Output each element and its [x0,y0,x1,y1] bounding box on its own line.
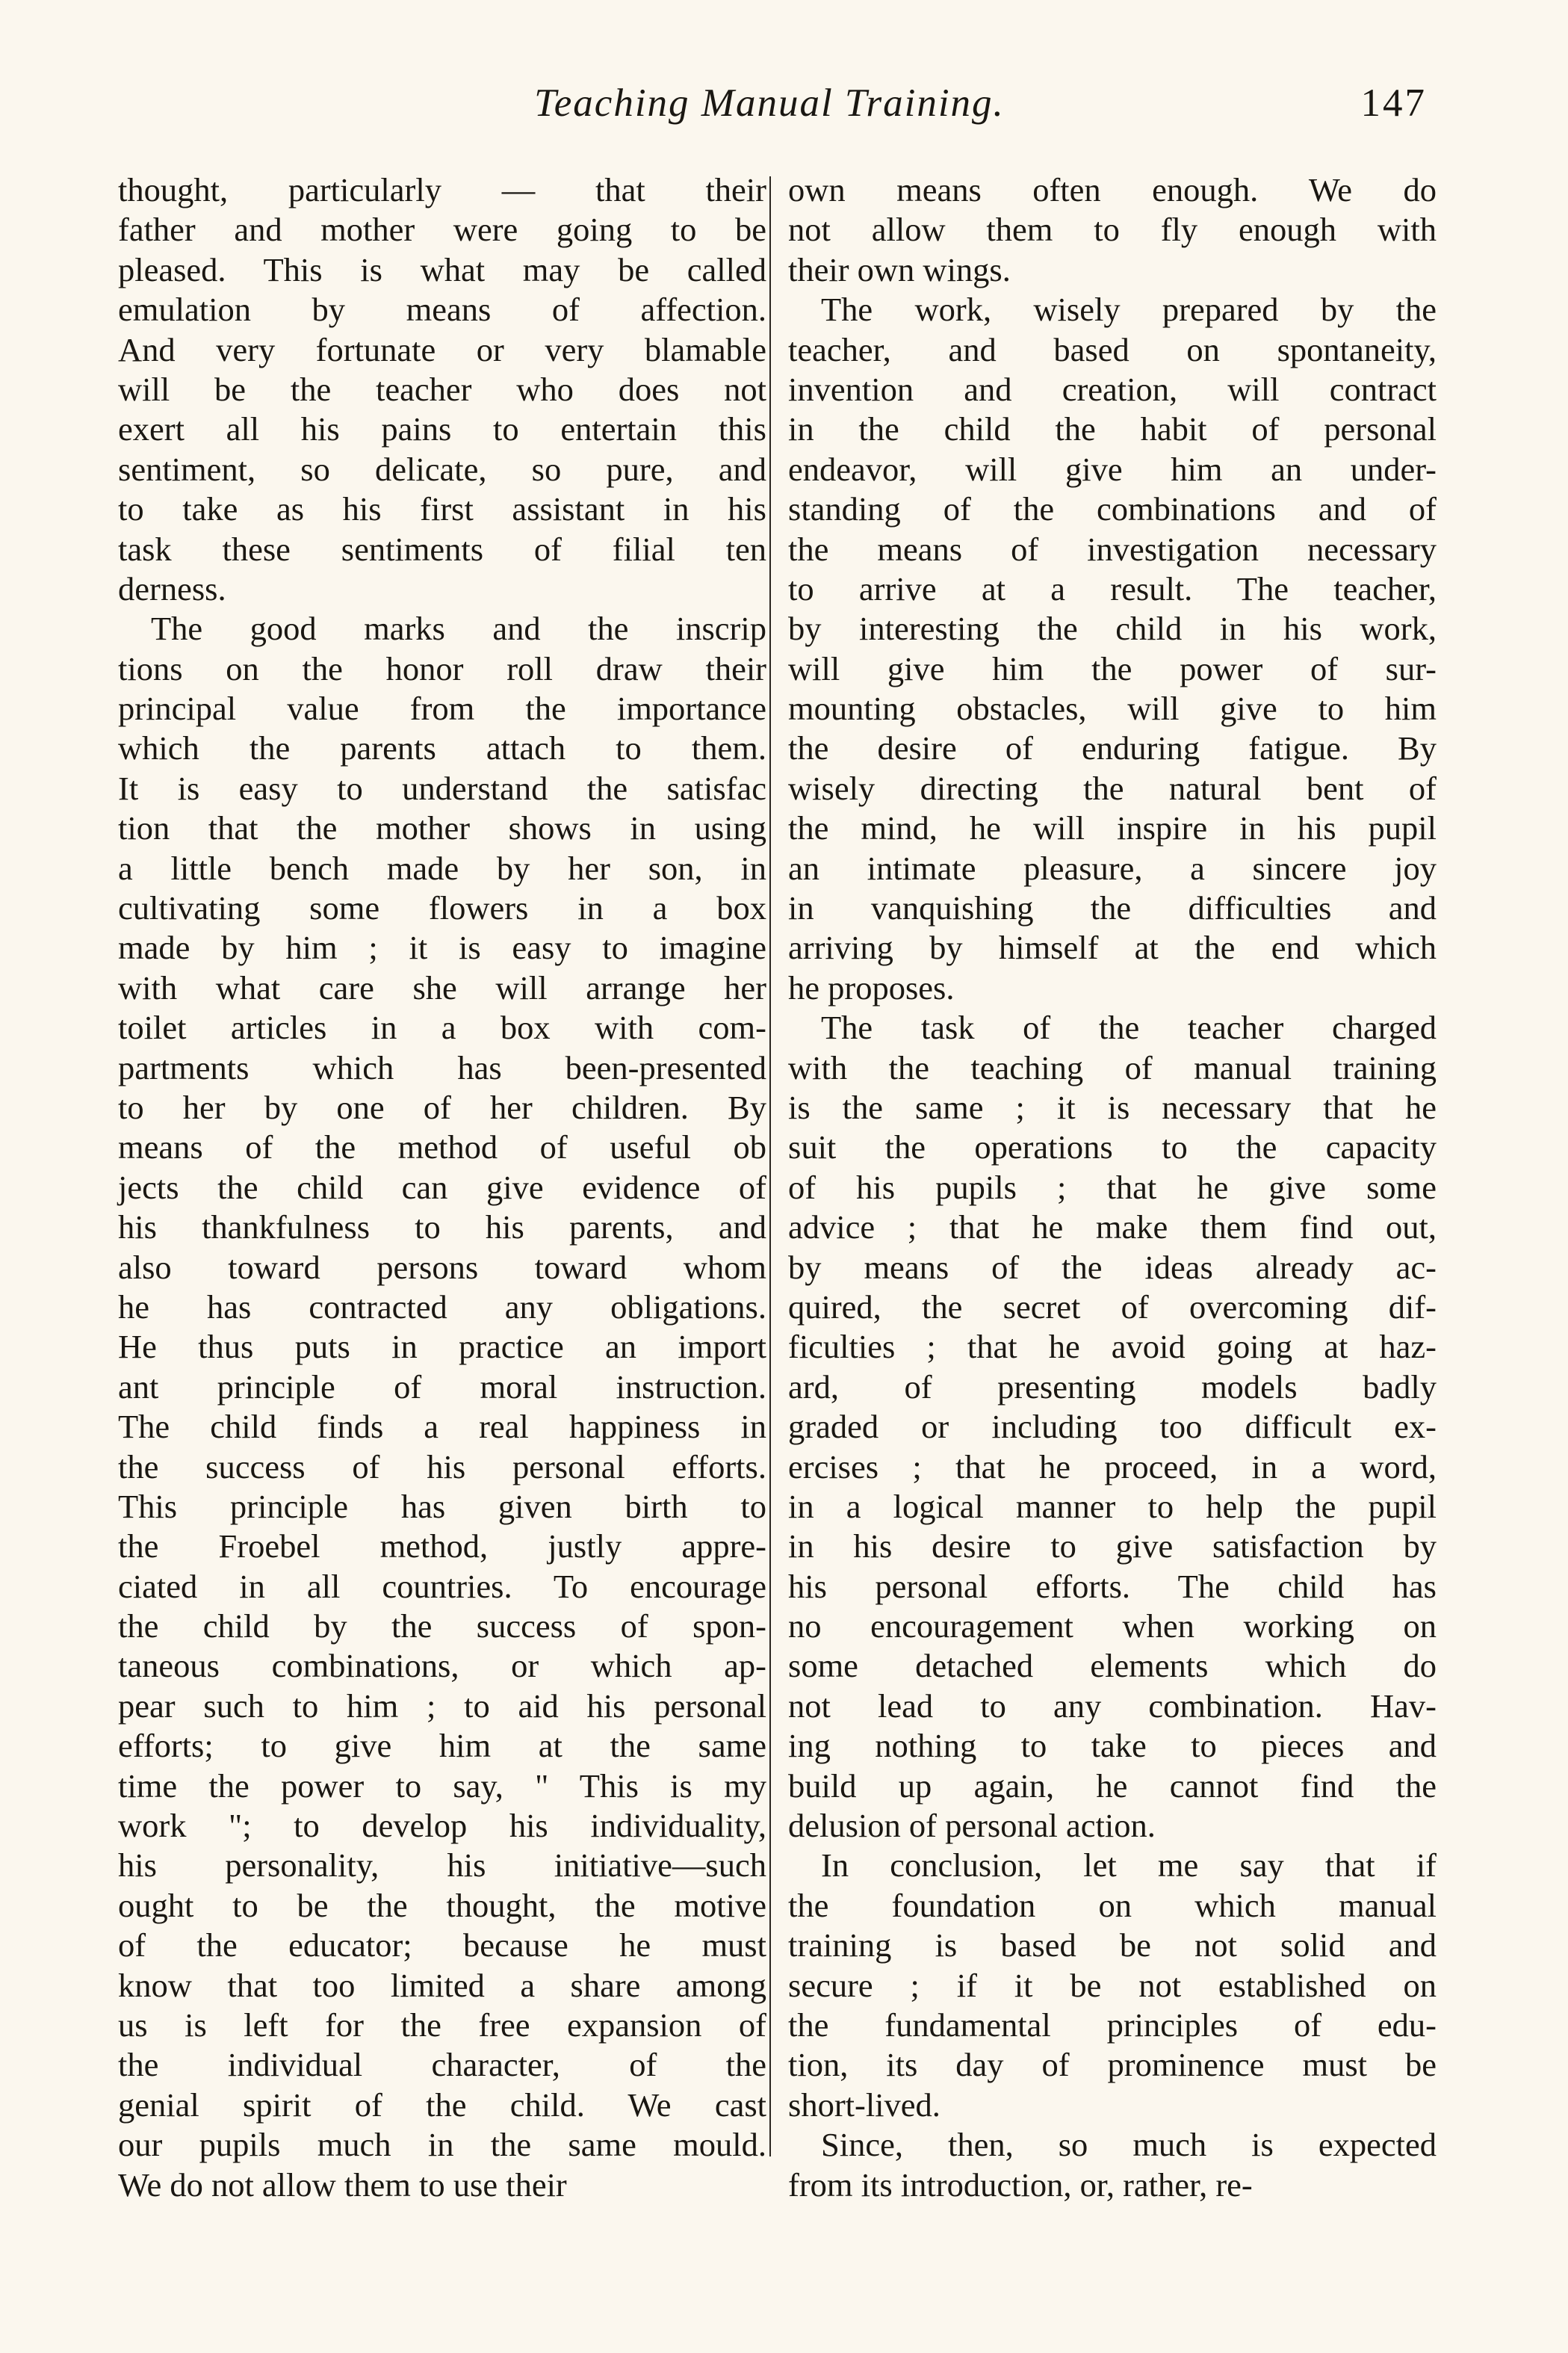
text-line: derness. [118,569,226,607]
text-line: principal value from the importance [118,690,766,728]
text-line: by interesting the child in his work, [788,610,1437,648]
text-line: his thankfulness to his parents, and [118,1208,766,1246]
text-line: the success of his personal efforts. [118,1447,766,1485]
text-line: tion, its day of prominence must be [788,2046,1437,2084]
text-line: endeavor, will give him an under- [788,450,1437,488]
text-line: of his pupils ; that he give some [788,1168,1437,1206]
text-line: of the educator; because he must [118,1926,766,1964]
column-divider [769,176,771,2156]
text-line: in a logical manner to help the pupil [788,1487,1437,1525]
text-line: will be the teacher who does not [118,370,766,408]
text-line: partments which has been-presented [118,1048,766,1086]
text-line: We do not allow them to use their [118,2165,567,2204]
text-line: not allow them to fly enough with [788,211,1437,249]
text-line: cultivating some flowers in a box [118,889,766,927]
text-line: made by him ; it is easy to imagine [118,929,766,967]
page-number: 147 [1360,81,1427,125]
text-line: The work, wisely prepared by the [821,291,1437,329]
text-line: will give him the power of sur- [788,649,1437,687]
text-line: in vanquishing the difficulties and [788,889,1437,927]
text-line: teacher, and based on spontaneity, [788,330,1437,368]
text-line: his personal efforts. The child has [788,1567,1437,1605]
text-line: ant principle of moral instruction. [118,1367,766,1406]
text-line: task these sentiments of filial ten [118,530,766,568]
text-line: ing nothing to take to pieces and [788,1727,1437,1765]
text-line: ought to be the thought, the motive [118,1886,766,1924]
text-line: secure ; if it be not established on [788,1966,1437,2004]
text-line: In conclusion, let me say that if [821,1846,1437,1884]
text-line: the fundamental principles of edu- [788,2006,1437,2044]
text-line: work "; to develop his individuality, [118,1807,766,1845]
text-line: his personality, his initiative—such [118,1846,766,1884]
running-title: Teaching Manual Training. [534,81,1005,125]
text-line: in his desire to give satisfaction by [788,1527,1437,1565]
text-line: the Froebel method, justly appre- [118,1527,766,1565]
text-line: mounting obstacles, will give to him [788,690,1437,728]
text-line: pear such to him ; to aid his personal [118,1686,766,1725]
text-line: means of the method of useful ob [118,1128,766,1166]
text-line: no encouragement when working on [788,1607,1437,1645]
text-line: emulation by means of affection. [118,291,766,329]
text-line: not lead to any combination. Hav- [788,1686,1437,1725]
text-line: jects the child can give evidence of [118,1168,766,1206]
text-line: graded or including too difficult ex- [788,1408,1437,1446]
text-line: the foundation on which manual [788,1886,1437,1924]
text-line: ciated in all countries. To encourage [118,1567,766,1605]
text-line: Since, then, so much is expected [821,2126,1437,2164]
text-line: tion that the mother shows in using [118,809,766,847]
text-line: the desire of enduring fatigue. By [788,729,1437,767]
text-line: their own wings. [788,250,1011,288]
text-line: He thus puts in practice an import [118,1328,766,1366]
text-line: suit the operations to the capacity [788,1128,1437,1166]
text-line: to arrive at a result. The teacher, [788,569,1437,607]
text-line: to her by one of her children. By [118,1088,766,1126]
text-line: toilet articles in a box with com- [118,1009,766,1047]
text-line: standing of the combinations and of [788,490,1437,528]
text-line: delusion of personal action. [788,1807,1156,1845]
text-line: thought, particularly — that their [118,171,766,208]
text-line: some detached elements which do [788,1647,1437,1685]
text-line: to take as his first assistant in his [118,490,766,528]
text-line: build up again, he cannot find the [788,1766,1437,1805]
text-line: wisely directing the natural bent of [788,769,1437,807]
text-line: advice ; that he make them find out, [788,1208,1437,1246]
text-line: with what care she will arrange her [118,968,766,1007]
text-line: the means of investigation necessary [788,530,1437,568]
text-line: This principle has given birth to [118,1487,766,1525]
text-line: from its introduction, or, rather, re- [788,2165,1253,2204]
text-line: time the power to say, " This is my [118,1766,766,1805]
right-column [788,170,1437,2205]
text-line: It is easy to understand the satisfac [118,769,766,807]
text-line: The child finds a real happiness in [118,1408,766,1446]
text-line: ficulties ; that he avoid going at haz- [788,1328,1437,1366]
text-line: with the teaching of manual training [788,1048,1437,1086]
text-line: short-lived. [788,2085,941,2124]
text-line: which the parents attach to them. [118,729,766,767]
text-line: taneous combinations, or which ap- [118,1647,766,1685]
text-line: he has contracted any obligations. [118,1287,766,1326]
text-line: our pupils much in the same mould. [118,2126,766,2164]
text-line: quired, the secret of overcoming dif- [788,1287,1437,1326]
text-line: by means of the ideas already ac- [788,1248,1437,1286]
text-line: he proposes. [788,968,955,1007]
text-line: ard, of presenting models badly [788,1367,1437,1406]
text-line: The good marks and the inscrip [151,610,766,648]
text-line: father and mother were going to be [118,211,766,249]
text-line: efforts; to give him at the same [118,1727,766,1765]
text-line: in the child the habit of personal [788,410,1437,448]
text-line: is the same ; it is necessary that he [788,1088,1437,1126]
text-line: sentiment, so delicate, so pure, and [118,450,766,488]
text-line: an intimate pleasure, a sincere joy [788,849,1437,887]
text-line: genial spirit of the child. We cast [118,2085,766,2124]
text-line: the child by the success of spon- [118,1607,766,1645]
text-line: the individual character, of the [118,2046,766,2084]
text-line: arriving by himself at the end which [788,929,1437,967]
text-line: training is based be not solid and [788,1926,1437,1964]
text-line: pleased. This is what may be called [118,250,766,288]
text-line: know that too limited a share among [118,1966,766,2004]
text-line: ercises ; that he proceed, in a word, [788,1447,1437,1485]
left-column [118,170,766,2205]
text-line: The task of the teacher charged [821,1009,1437,1047]
text-line: invention and creation, will contract [788,370,1437,408]
text-line: also toward persons toward whom [118,1248,766,1286]
text-line: us is left for the free expansion of [118,2006,766,2044]
text-line: the mind, he will inspire in his pupil [788,809,1437,847]
text-line: And very fortunate or very blamable [118,330,766,368]
text-line: a little bench made by her son, in [118,849,766,887]
text-line: tions on the honor roll draw their [118,649,766,687]
text-line: own means often enough. We do [788,171,1437,208]
page-header [112,81,1427,140]
text-line: exert all his pains to entertain this [118,410,766,448]
